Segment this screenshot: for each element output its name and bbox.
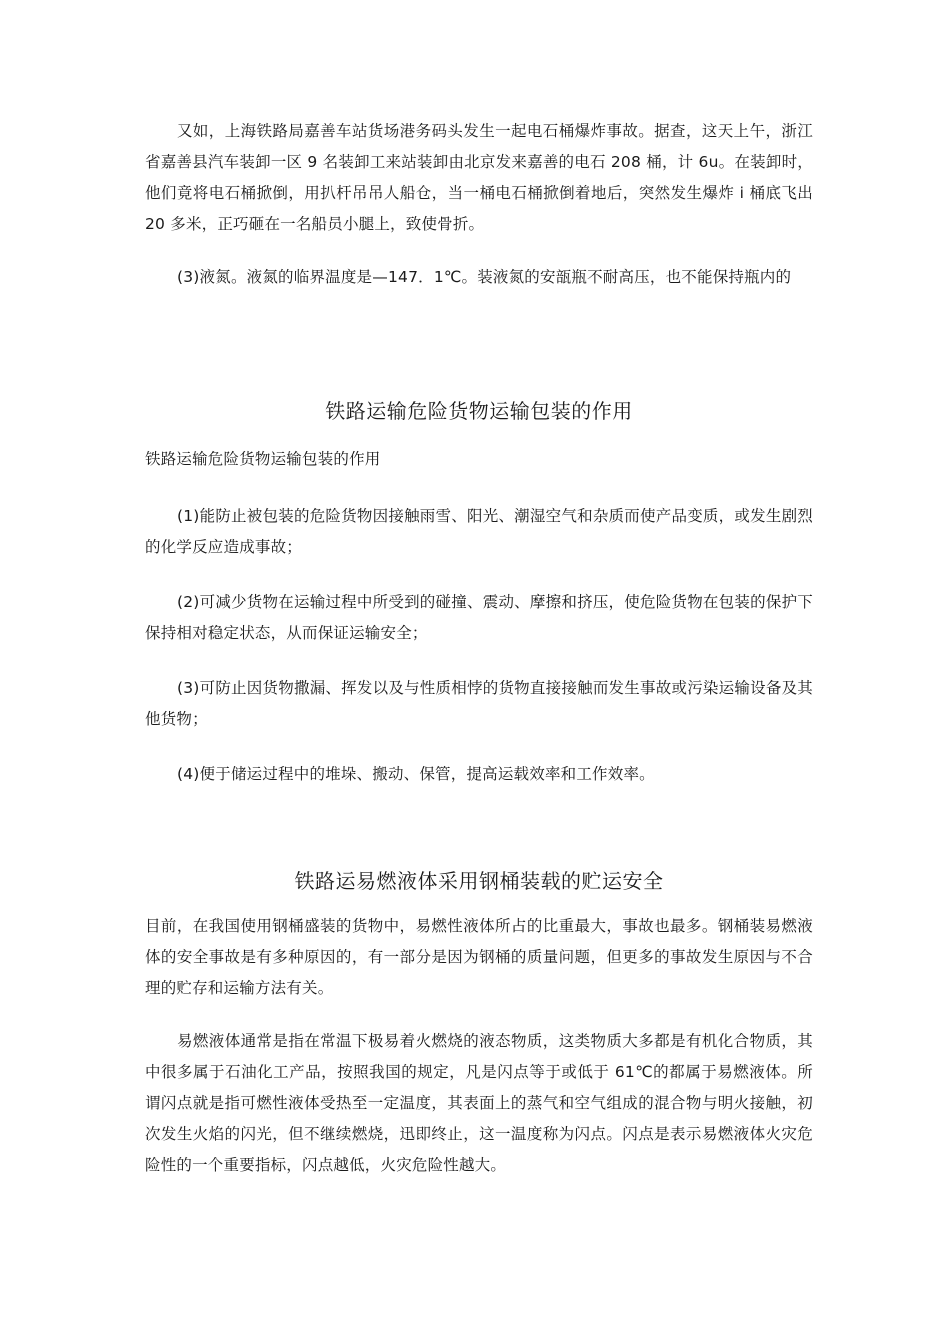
subheading-packaging-role: 铁路运输危险货物运输包装的作用 xyxy=(145,450,381,468)
list-item-4: (4)便于储运过程中的堆垛、搬动、保管，提高运载效率和工作效率。 xyxy=(177,765,655,783)
list-item-3: (3)可防止因货物撒漏、挥发以及与性质相悖的货物直接接触而发生事故或污染运输设备及其他货物； xyxy=(145,679,813,728)
paragraph-flammable-liquid-definition: 易燃液体通常是指在常温下极易着火燃烧的液态物质，这类物质大多都是有机化合物质，其中很多属于石油化工产品，按照我国的规定，凡是闪点等于或低于 61℃的都属于易燃液体。所谓闪点就是指可燃性液体受热至一定温度，其表面上的蒸气和空气组成的混合物与明火接触，初次发生火焰的闪光，但不继续燃烧，迅即终止，这一温度称为闪点。闪点是表示易燃液体火灾危险性的一个重要指标，闪点越低，火灾危险性越大。 xyxy=(145,1032,813,1174)
section-heading-steel-drum-safety: 铁路运易燃液体采用钢桶装载的贮运安全 xyxy=(294,869,664,893)
paragraph-electric-drum-explosion: 又如，上海铁路局嘉善车站货场港务码头发生一起电石桶爆炸事故。据查，这天上午，浙江省嘉善县汽车装卸一区 9 名装卸工来站装卸由北京发来嘉善的电石 208 桶，计 6u。在装卸时，他们竟将电石桶掀倒，用扒杆吊吊人船仓，当一桶电石桶掀倒着地后，突然发生爆炸 i 桶底飞出 20 多米，正巧砸在一名船员小腿上，致使骨折。 xyxy=(145,122,813,233)
list-item-1: (1)能防止被包装的危险货物因接触雨雪、阳光、潮湿空气和杂质而使产品变质，或发生剧烈的化学反应造成事故； xyxy=(145,507,813,556)
section-heading-packaging-role: 铁路运输危险货物运输包装的作用 xyxy=(325,399,633,423)
paragraph-steel-drum-intro: 目前，在我国使用钢桶盛装的货物中，易燃性液体所占的比重最大，事故也最多。钢桶装易燃液体的安全事故是有多种原因的，有一部分是因为钢桶的质量问题，但更多的事故发生原因与不合理的贮存和运输方法有关。 xyxy=(145,917,813,997)
paragraph-liquid-nitrogen: (3)液氮。液氮的临界温度是—147．1℃。装液氮的安瓿瓶不耐高压，也不能保持瓶内的 xyxy=(177,268,792,286)
list-item-2: (2)可减少货物在运输过程中所受到的碰撞、震动、摩擦和挤压，使危险货物在包装的保护下保持相对稳定状态，从而保证运输安全； xyxy=(145,593,813,642)
